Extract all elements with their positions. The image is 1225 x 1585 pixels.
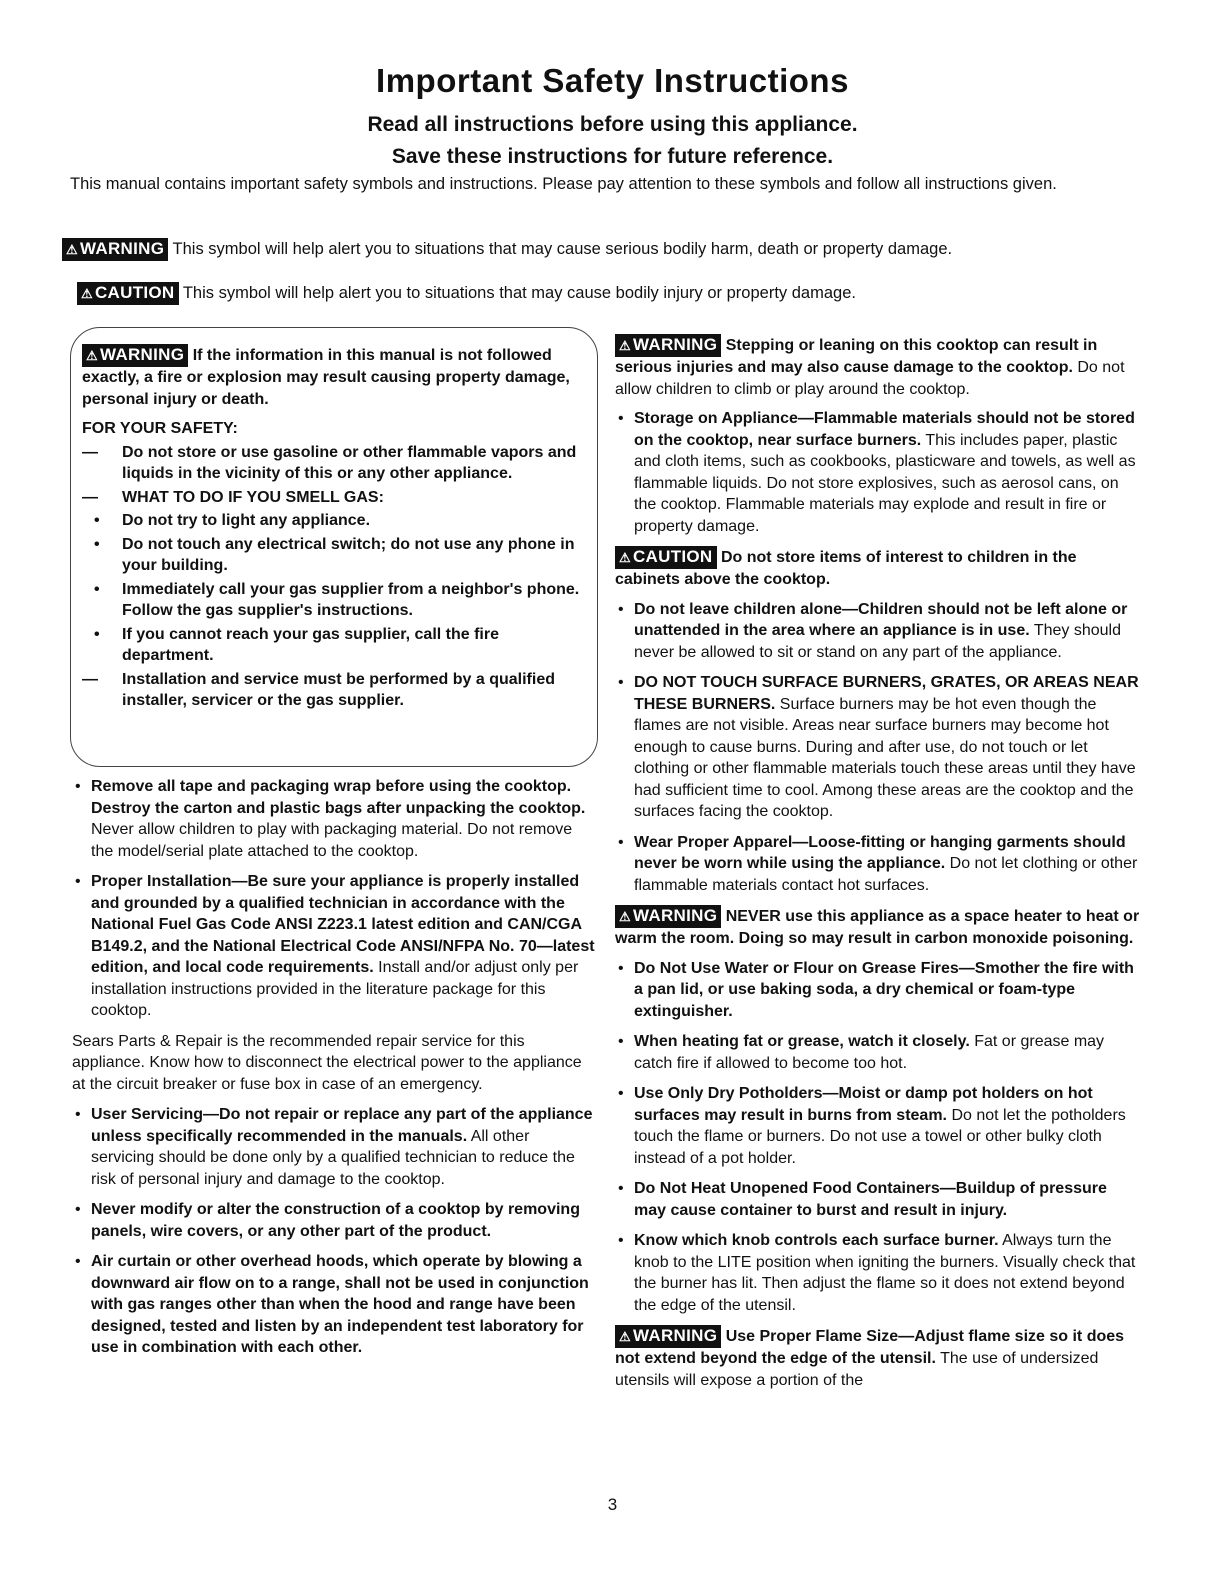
list-item-storage: • Storage on Appliance—Flammable materials should not be stored on the cooktop, near surface burners. This includes paper, plastic and cloth items, such as cookbooks, plasticware and towels, as well as flammable liquids. Do not store explosives, such as aerosol cans, on the cooktop. Flammable materials may explode and result in fire or property damage. (615, 408, 1143, 537)
box-warning-paragraph: ⚠ WARNING If the information in this manual is not followed exactly, a fire or explosion may result causing property damage, personal injury or death. (82, 345, 570, 408)
warning-triangle-icon: ⚠ (619, 1329, 631, 1344)
list-item-children-alone: • Do not leave children alone—Children should not be left alone or unattended in the area where an appliance is in use. They should never be allowed to sit or stand on any part of the appliance. (615, 599, 1143, 664)
subtitle-save: Save these instructions for future reference. (391, 145, 834, 168)
caution-badge: ⚠ CAUTION (77, 282, 179, 305)
warning-triangle-icon: ⚠ (66, 242, 78, 257)
list-item-potholders: • Use Only Dry Potholders—Moist or damp pot holders on hot surfaces may result in burns from steam. Do not let the potholders touch the flame or burners. Do not use a towel or other bulky cloth instead of a pot holder. (615, 1083, 1143, 1169)
warning-badge: ⚠ WARNING (615, 334, 721, 357)
list-item-never-modify: • Never modify or alter the construction of a cooktop by removing panels, wire covers, or any other part of the product. (72, 1199, 596, 1242)
warning-badge: ⚠ WARNING (62, 238, 168, 261)
list-item: • Do not touch any electrical switch; do not use any phone in your building. (82, 534, 582, 577)
flame-size-paragraph: ⚠ WARNING Use Proper Flame Size—Adjust flame size so it does not extend beyond the edge of the utensil. The use of undersized utensils will expose a portion of the (615, 1326, 1125, 1389)
warning-triangle-icon: ⚠ (619, 338, 631, 353)
list-item-heating-fat: • When heating fat or grease, watch it closely. Fat or grease may catch fire if allowed to become too hot. (615, 1031, 1143, 1074)
for-your-safety-heading: FOR YOUR SAFETY: (82, 420, 238, 437)
list-item-air-curtain: • Air curtain or other overhead hoods, which operate by blowing a downward air flow on to a range, shall not be used in conjunction with gas ranges other than when the hood and range have been designed, tested and listen by an independent test laboratory for use in combination with each other. (72, 1251, 596, 1359)
subtitle-read: Read all instructions before using this appliance. (367, 113, 858, 136)
warning-badge: ⚠ WARNING (615, 1325, 721, 1348)
page-title: Important Safety Instructions (376, 62, 849, 99)
list-item-dont-touch: • DO NOT TOUCH SURFACE BURNERS, GRATES, OR AREAS NEAR THESE BURNERS. Surface burners may be hot even though the flames are not visible. Areas near surface burners may become hot enough to cause burns. During and after use, do not touch or let clothing or other flammable materials touch these areas until they have had sufficient time to cool. Among these areas are the cooktop and the surfaces facing the cooktop. (615, 672, 1143, 823)
list-item: • If you cannot reach your gas supplier, call the fire department. (82, 624, 582, 667)
list-item-user-servicing: • User Servicing—Do not repair or replace any part of the appliance unless specifically recommended in the manuals. All other servicing should be done only by a qualified technician to reduce the risk of personal injury and damage to the cooktop. (72, 1104, 596, 1190)
caution-triangle-icon: ⚠ (619, 550, 631, 565)
list-item-grease-fires: • Do Not Use Water or Flour on Grease Fires—Smother the fire with a pan lid, or use baking soda, a dry chemical or foam-type extinguisher. (615, 958, 1143, 1023)
intro-text: This manual contains important safety symbols and instructions. Please pay attention to these symbols and follow all instructions given. (70, 175, 1057, 193)
dash-item-installation: — Installation and service must be performed by a qualified installer, servicer or the gas supplier. (82, 670, 555, 709)
caution-children-paragraph: ⚠ CAUTION Do not store items of interest to children in the cabinets above the cooktop. (615, 547, 1077, 588)
warning-badge: ⚠ WARNING (615, 905, 721, 928)
caution-triangle-icon: ⚠ (81, 286, 93, 301)
never-heater-paragraph: ⚠ WARNING NEVER use this appliance as a space heater to heat or warm the room. Doing so may result in carbon monoxide poisoning. (615, 906, 1140, 947)
warning-triangle-icon: ⚠ (86, 348, 98, 363)
list-item: • Immediately call your gas supplier from a neighbor's phone. Follow the gas supplier's instructions. (82, 579, 582, 622)
list-item: • Do not try to light any appliance. (82, 510, 582, 532)
stepping-warning-paragraph: ⚠ WARNING Stepping or leaning on this cooktop can result in serious injuries and may also cause damage to the cooktop. Do not allow children to climb or play around the cooktop. (615, 335, 1125, 398)
warning-badge: ⚠ WARNING (82, 344, 188, 367)
right-column (615, 334, 1143, 1398)
dash-item-gasoline: — Do not store or use gasoline or other flammable vapors and liquids in the vicinity of this or any other appliance. (82, 443, 577, 482)
caution-symbol-row (77, 282, 856, 305)
list-item-installation: • Proper Installation—Be sure your appliance is properly installed and grounded by a qualified technician in accordance with the National Fuel Gas Code ANSI Z223.1 latest edition and CAN/CGA B149.2, and the National Electrical Code ANSI/NFPA No. 70—latest edition, and local code requirements. Install and/or adjust only per installation instructions provided in the literature package for this cooktop. (72, 871, 596, 1022)
left-column (72, 776, 596, 1368)
caution-symbol-text: This symbol will help alert you to situations that may cause bodily injury or property damage. (182, 284, 856, 302)
page-number: 3 (607, 1495, 618, 1514)
warning-symbol-text: This symbol will help alert you to situations that may cause serious bodily harm, death or property damage. (172, 240, 953, 258)
caution-badge: ⚠ CAUTION (615, 546, 717, 569)
dash-item-smell-gas: — WHAT TO DO IF YOU SMELL GAS: (82, 488, 384, 506)
warning-symbol-row (62, 238, 952, 261)
warning-triangle-icon: ⚠ (619, 909, 631, 924)
list-item-unopened-containers: • Do Not Heat Unopened Food Containers—Buildup of pressure may cause container to burst and result in injury. (615, 1178, 1143, 1221)
list-item-apparel: • Wear Proper Apparel—Loose-fitting or hanging garments should never be worn while using the appliance. Do not let clothing or other flammable materials contact hot surfaces. (615, 832, 1143, 897)
list-item-knob: • Know which knob controls each surface burner. Always turn the knob to the LITE position when igniting the burners. Visually check that the burner has lit. Then adjust the flame so it does not extend beyond the edge of the utensil. (615, 1230, 1143, 1316)
list-item-remove-tape: • Remove all tape and packaging wrap before using the cooktop. Destroy the carton and plastic bags after unpacking the cooktop. Never allow children to play with packaging material. Do not remove the model/serial plate attached to the cooktop. (72, 776, 596, 862)
sears-paragraph: Sears Parts & Repair is the recommended repair service for this appliance. Know how to disconnect the electrical power to the appliance at the circuit breaker or fuse box in case of an emergency. (72, 1032, 582, 1093)
box-content (82, 344, 582, 714)
